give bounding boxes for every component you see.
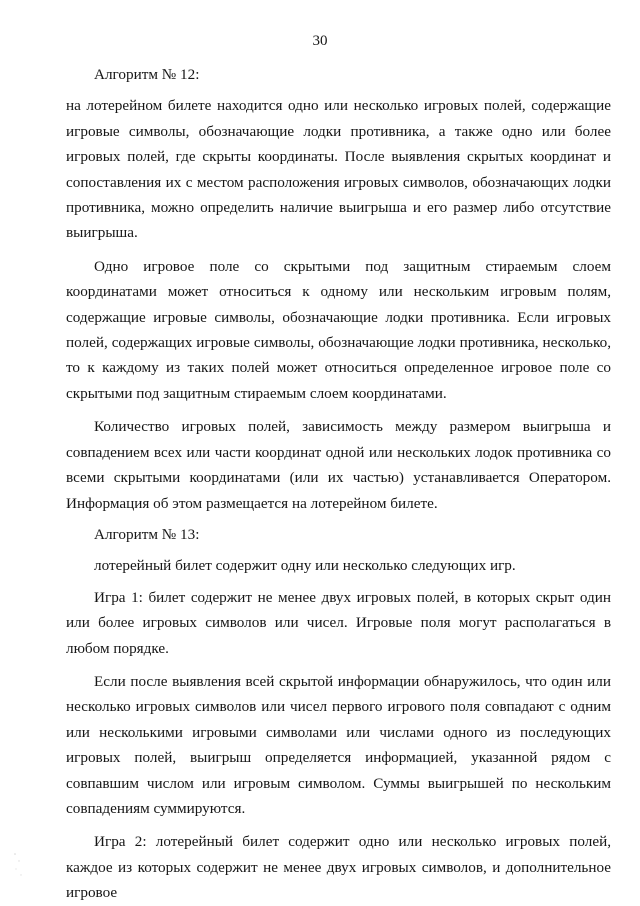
algorithm-13-paragraph-1: лотерейный билет содержит одну или несколько следующих игр. [94, 557, 516, 575]
page-number: 30 [312, 33, 328, 49]
algorithm-12-paragraph-1: на лотерейном билете находится одно или несколько игровых полей, содержащие игровые символы, обозначающие лодки противника, а также одно или более игровых полей, где скрыты координаты. После выявления скрытых координат и сопоставления их с местом расположения игровых символов, обозначающих лодки противника, можно определить наличие выигрыша и его размер либо отсутствие выигрыша. [66, 97, 611, 242]
algorithm-12-paragraph-2: Одно игровое поле со скрытыми под защитным стираемым слоем координатами может относиться к одному или нескольким игровым полям, содержащие игровые символы, обозначающие лодки противника. Если игровых полей, содержащих игровые символы, обозначающие лодки противника, несколько, то к каждому из таких полей может относиться определенное игровое поле со скрытыми под защитным стираемым слоем координатами. [66, 257, 611, 402]
algorithm-12-heading: Алгоритм № 12: [94, 66, 200, 83]
scan-artifact [12, 850, 26, 880]
document-body [66, 62, 611, 906]
game-1-paragraph-2: Если после выявления всей скрытой информации обнаружилось, что один или несколько игровых символов или чисел первого игрового поля совпадают с одним или несколькими игровыми символами или числами одного из последующих игровых полей, выигрыш определяется информацией, указанной рядом с совпавшим числом или игровым символом. Суммы выигрышей по нескольким совпадениям суммируются. [66, 672, 611, 817]
algorithm-13-heading: Алгоритм № 13: [94, 525, 200, 543]
algorithm-12-paragraph-3: Количество игровых полей, зависимость между размером выигрыша и совпадением всех или части координат одной или нескольких лодок противника со всеми скрытыми координатами (или их частью) устанавливается Оператором. Информация об этом размещается на лотерейном билете. [66, 418, 611, 512]
game-1-paragraph-1: Игра 1: билет содержит не менее двух игровых полей, в которых скрыт один или более игровых символов или чисел. Игровые поля могут располагаться в любом порядке. [66, 588, 611, 657]
game-2-paragraph-1: Игра 2: лотерейный билет содержит одно или несколько игровых полей, каждое из которых содержит не менее двух игровых символов, и дополнительное игровое [66, 833, 611, 902]
